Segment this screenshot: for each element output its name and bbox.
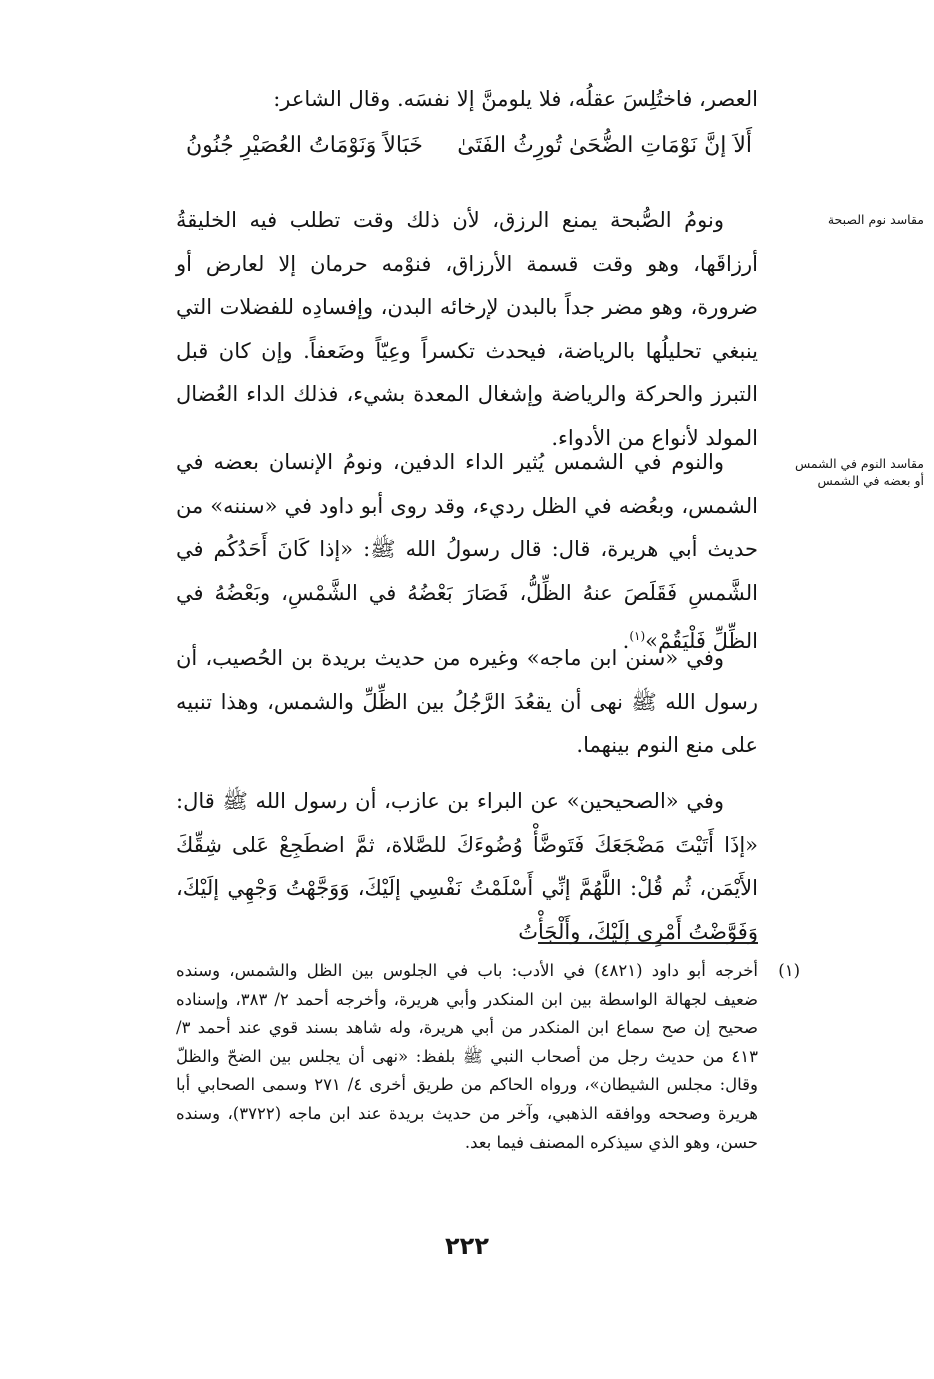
paragraph-sleep-in-sun-text: والنوم في الشمس يُثير الداء الدفين، ونومُ الإنسان بعضه في الشمس، وبعُضه في الظل رديء، وقد روى أبو داود في «سننه» من حديث أبي هريرة، قال: قال رسولُ الله ﷺ: «إذا كَانَ أَحَدُكُم في الشَّمسِ فَقَلَصَ عنهُ الظِّلُّ، فَصَارَ بَعْضُهُ في الشَّمْسِ، وبَعْضُهُ في الظِّلِّ فَلْيَقُمْ»: [176, 450, 758, 653]
paragraph-ibn-majah: وفي «سنن ابن ماجه» وغيره من حديث بريدة بن الحُصيب، أن رسول الله ﷺ نهى أن يقعُدَ الرَّجُلُ بين الظِّلِّ والشمس، وهذا تنبيه على منع النوم بينهما.: [176, 646, 758, 757]
paragraph-sahihain: وفي «الصحيحين» عن البراء بن عازب، أن رسول الله ﷺ قال: «إذَا أَتَيْتَ مَضْجَعَكَ فَتَوضَّأْ وُضُوءَكَ للصَّلاة، ثمَّ اضطَجِعْ عَلى شِقِّكَ الأَيْمَن، ثُم قُلْ: اللَّهُمَّ إنِّي أَسْلَمْتُ نَفْسِي إلَيْكَ، وَوَجَّهْتُ وَجْهِي إلَيْكَ، وَفَوَّضْتُ أَمْرِي إلَيْكَ، وأَلْجَأْتُ: [176, 789, 758, 944]
footnote-text: أخرجه أبو داود (٤٨٢١) في الأدب: باب في الجلوس بين الظل والشمس، وسنده ضعيف لجهالة الواسطة بين ابن المنكدر وأبي هريرة، وأخرجه أحمد ٢/ ٣٨٣، وإسناده صحيح إن صح سماع ابن المنكدر من أبي هريرة، وله شاهد بسند قوي عند أحمد ٣/ ٤١٣ من حديث رجل من أصحاب النبي ﷺ بلفظ: «نهى أن يجلس بين الضحّ والظلّ وقال: مجلس الشيطان»، ورواه الحاكم من طريق أخرى ٤/ ٢٧١ وسمى الصحابي أبا هريرة وصححه ووافقه الذهبي، وآخر من حديث بريدة عند ابن ماجه (٣٧٢٢)، وسنده حسن، وهو الذي سيذكره المصنف فيما بعد.: [176, 961, 758, 1152]
footnote-reference: (١): [629, 629, 646, 643]
margin-note-morning-sleep: مقاسد نوم الصبحة: [827, 212, 924, 227]
margin-note-sleep-in-sun: [764, 455, 924, 489]
margin-note-sleep-in-sun-line-2: أو بعضه في الشمس: [817, 473, 924, 488]
paragraph-morning-sleep: ونومُ الصُّبحة يمنع الرزق، لأن ذلك وقت تطلب فيه الخليقةُ أرزاقَها، وهو وقت قسمة الأرزاق، فنوْمه حرمان إلا لعارض أو ضرورة، وهو مضر جداً بالبدن لإرخائه البدن، وإفسادِه للفضلات التي ينبغي تحليلُها بالرياضة، فيحدث تكسراً وعِيّاً وضَعفاً. وإن كان قبل التبرز والحركة والرياضة وإشغال المعدة بشيء، فذلك الداء العُضال المولد لأنواع من الأدواء.: [176, 208, 758, 450]
footnote: [176, 957, 800, 1157]
footnote-number: (١): [778, 961, 800, 980]
page-number: ٢٢٢: [445, 1232, 489, 1260]
opening-line: العصر، فاختُلِسَ عقلُه، فلا يلومنَّ إلا نفسَه. وقال الشاعر:: [273, 87, 758, 111]
margin-note-sleep-in-sun-line-1: مقاسد النوم في الشمس: [794, 456, 924, 471]
verse-first-hemistich: أَلاَ إنَّ نَوْمَاتِ الضُّحَىٰ تُورِثُ الفَتَىٰ: [457, 133, 752, 158]
poetry-verse: [176, 124, 758, 168]
verse-second-hemistich: خَبَالاً وَنَوْمَاتُ العُصَيْرِ جُنُونُ: [186, 133, 423, 158]
paragraph-sleep-in-sun-end: .: [622, 629, 630, 653]
footnote-separator: [538, 942, 758, 944]
paragraph-sleep-in-sun: [176, 441, 758, 664]
